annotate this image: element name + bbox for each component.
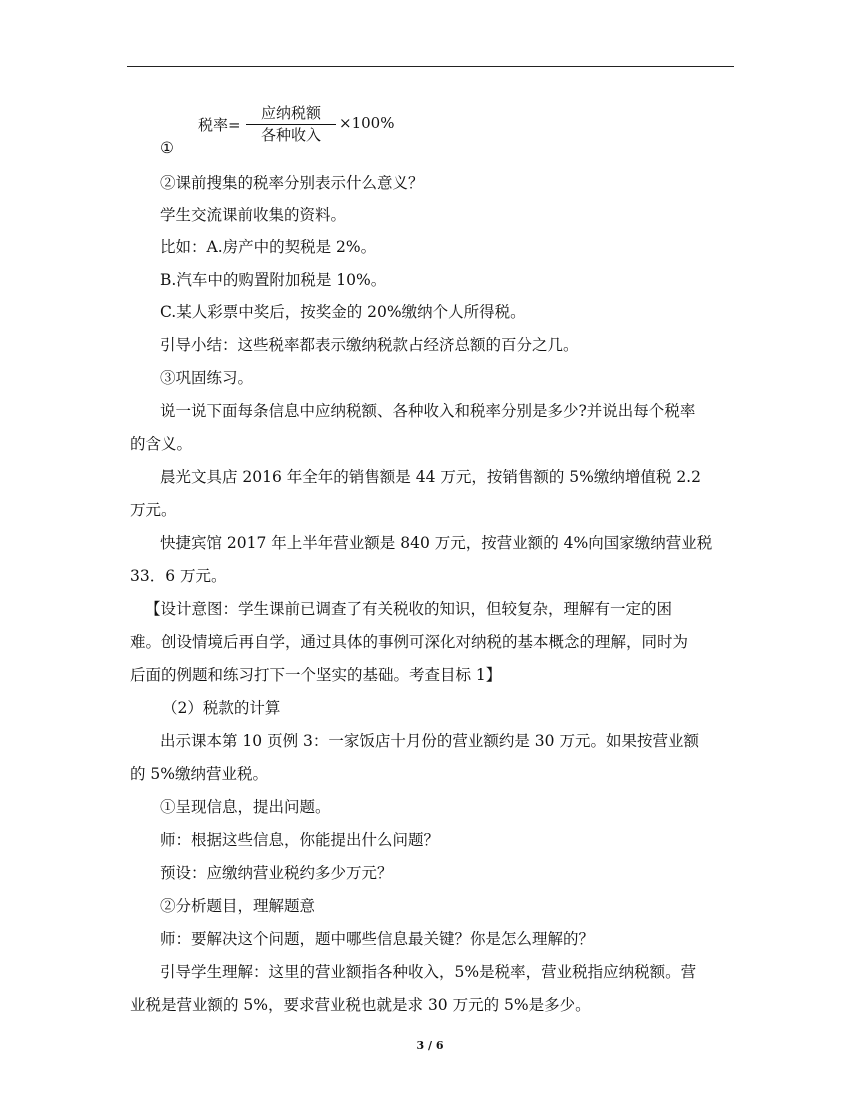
paragraph: 业税是营业额的 5%，要求营业税也就是求 30 万元的 5%是多少。 xyxy=(130,996,591,1014)
paragraph: 引导小结：这些税率都表示缴纳税款占经济总额的百分之几。 xyxy=(160,336,579,354)
paragraph: ③巩固练习。 xyxy=(160,369,254,387)
paragraph: B.汽车中的购置附加税是 10%。 xyxy=(160,271,387,289)
paragraph: C.某人彩票中奖后，按奖金的 20%缴纳个人所得税。 xyxy=(160,303,526,321)
paragraph: 晨光文具店 2016 年全年的销售额是 44 万元，按销售额的 5%缴纳增值税 2.2 xyxy=(160,468,701,486)
design-intent: 后面的例题和练习打下一个坚实的基础。考查目标 1】 xyxy=(130,666,502,684)
formula-denominator: 各种收入 xyxy=(260,126,321,144)
formula-rhs: ×100% xyxy=(339,114,395,132)
paragraph: 的含义。 xyxy=(130,435,193,453)
formula-lhs: 税率= xyxy=(198,116,241,134)
paragraph: 比如：A.房产中的契税是 2%。 xyxy=(160,238,377,256)
marker-1: ① xyxy=(160,139,174,157)
paragraph: 师：要解决这个问题，题中哪些信息最关键？你是怎么理解的？ xyxy=(160,930,595,948)
fraction-bar xyxy=(246,124,336,125)
paragraph: ②分析题目，理解题意 xyxy=(160,897,316,915)
paragraph: ①呈现信息，提出问题。 xyxy=(160,798,331,816)
paragraph: 说一说下面每条信息中应纳税额、各种收入和税率分别是多少?并说出每个税率 xyxy=(160,402,696,420)
paragraph: 的 5%缴纳营业税。 xyxy=(130,765,269,783)
design-intent: 难。创设情境后再自学，通过具体的事例可深化对纳税的基本概念的理解，同时为 xyxy=(130,633,689,651)
paragraph: 万元。 xyxy=(130,501,177,519)
paragraph: 师：根据这些信息，你能提出什么问题？ xyxy=(160,831,440,849)
paragraph: 出示课本第 10 页例 3：一家饭店十月份的营业额约是 30 万元。如果按营业额 xyxy=(160,732,699,750)
formula-numerator: 应纳税额 xyxy=(260,104,321,122)
paragraph: ②课前搜集的税率分别表示什么意义？ xyxy=(160,174,424,192)
paragraph: 快捷宾馆 2017 年上半年营业额是 840 万元，按营业额的 4%向国家缴纳营业税 xyxy=(160,534,713,552)
header-rule xyxy=(127,66,734,67)
design-intent: 【设计意图：学生课前已调查了有关税收的知识，但较复杂，理解有一定的困 xyxy=(145,600,673,618)
section-heading: （2）税款的计算 xyxy=(162,699,281,717)
paragraph: 引导学生理解：这里的营业额指各种收入，5%是税率，营业税指应纳税额。营 xyxy=(160,963,697,981)
paragraph: 预设：应缴纳营业税约多少万元？ xyxy=(160,864,393,882)
paragraph: 学生交流课前收集的资料。 xyxy=(160,206,347,224)
page-number: 3 / 6 xyxy=(416,1039,444,1052)
paragraph: 33．6 万元。 xyxy=(130,567,227,585)
